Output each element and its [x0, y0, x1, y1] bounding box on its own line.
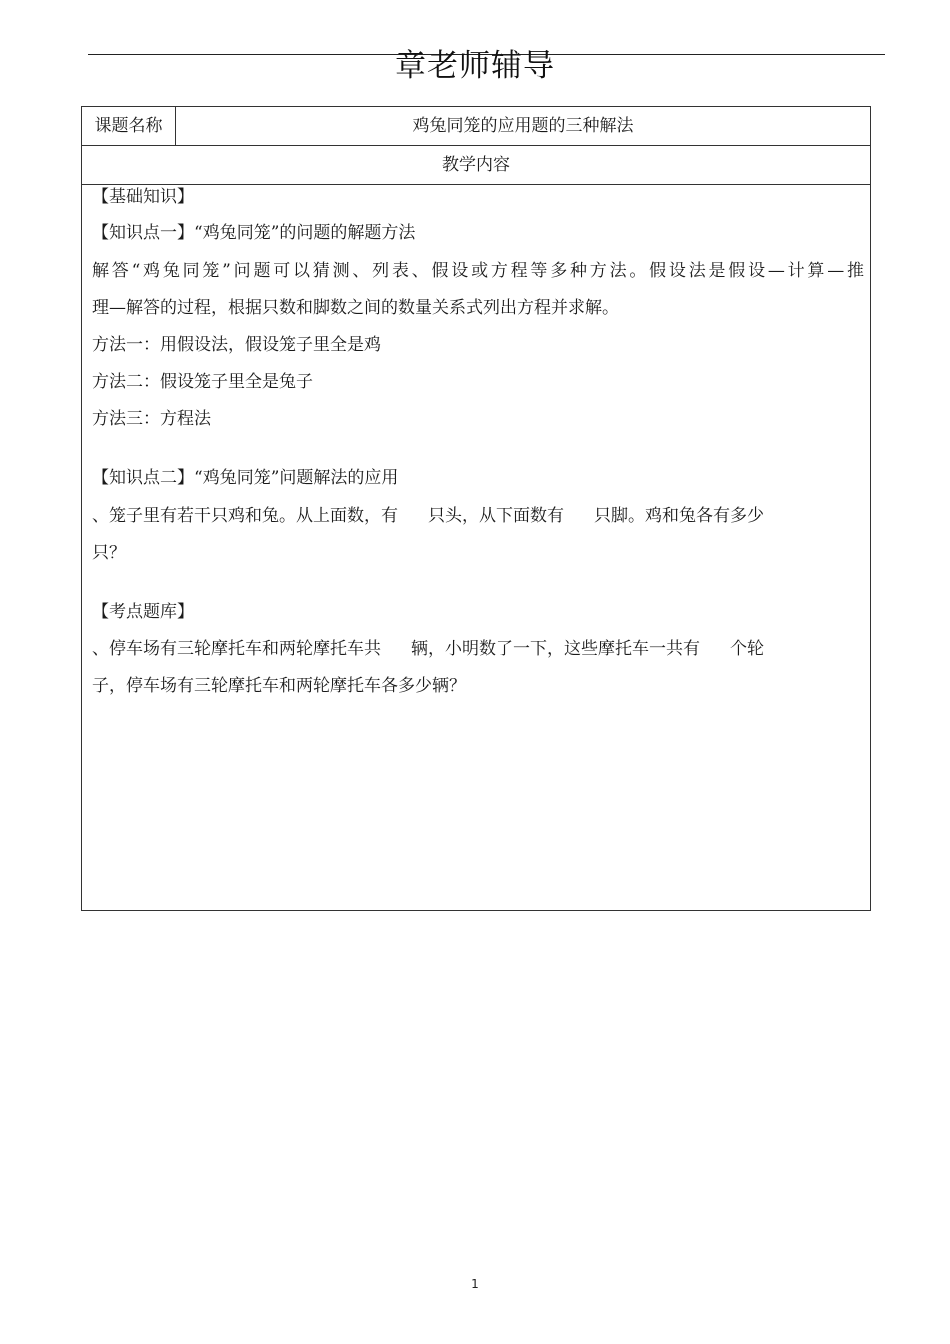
- point2-question-part3: 只脚。鸡和兔各有多少: [594, 506, 764, 526]
- exam-question-part2: 辆，小明数了一下，这些摩托车一共有: [411, 639, 700, 659]
- point1-paragraph-line1: 解答“鸡兔同笼”问题可以猜测、列表、假设或方程等多种方法。假设法是假设—计算—推: [92, 261, 864, 281]
- exam-question-line2: 子，停车场有三轮摩托车和两轮摩托车各多少辆？: [92, 676, 466, 696]
- method3-text: 方法三：方程法: [92, 409, 211, 429]
- topic-label: 课题名称: [82, 107, 176, 145]
- lesson-table: [81, 106, 871, 911]
- point1-paragraph-line2: 理—解答的过程，根据只数和脚数之间的数量关系式列出方程并求解。: [92, 298, 619, 318]
- exam-heading: 【考点题库】: [92, 602, 194, 622]
- topic-row: [82, 107, 870, 146]
- content-header: 教学内容: [82, 146, 870, 185]
- exam-question-part3: 个轮: [730, 639, 764, 659]
- page-number: 1: [471, 1277, 479, 1291]
- exam-question-part1: 、停车场有三轮摩托车和两轮摩托车共: [92, 639, 381, 659]
- topic-value: 鸡兔同笼的应用题的三种解法: [412, 116, 634, 136]
- method1-text: 方法一：用假设法，假设笼子里全是鸡: [92, 335, 381, 355]
- point1-heading: 【知识点一】“鸡兔同笼”的问题的解题方法: [92, 223, 416, 243]
- point2-heading: 【知识点二】“鸡兔同笼”问题解法的应用: [92, 468, 399, 488]
- point2-question-part2: 只头，从下面数有: [428, 506, 564, 526]
- basics-heading: 【基础知识】: [92, 187, 194, 207]
- exam-question-line1: [92, 637, 864, 661]
- header-title: 章老师辅导: [395, 48, 555, 84]
- method2-text: 方法二：假设笼子里全是兔子: [92, 372, 313, 392]
- point2-question-line2: 只？: [92, 543, 126, 563]
- point2-question-part1: 、笼子里有若干只鸡和兔。从上面数，有: [92, 506, 398, 526]
- point2-question-line1: [92, 504, 864, 528]
